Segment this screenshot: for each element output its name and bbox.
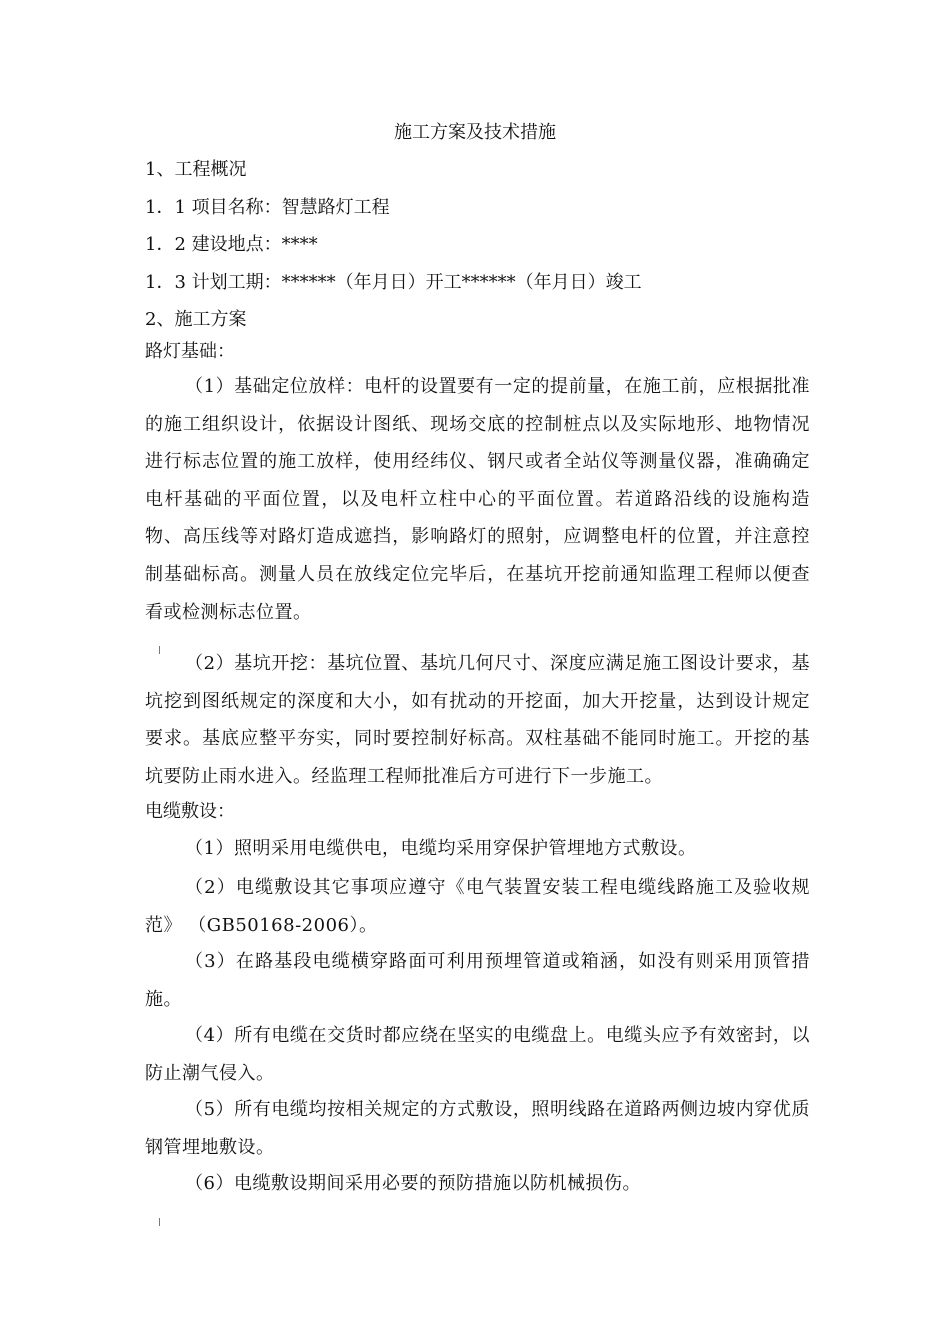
- cable-paragraph-5: （5）所有电缆均按相关规定的方式敷设，照明线路在道路两侧边坡内穿优质钢管埋地敷设。: [145, 1099, 810, 1158]
- editor-mark: [159, 1218, 160, 1226]
- cable-paragraph-1: （1）照明采用电缆供电，电缆均采用穿保护管埋地方式敷设。: [185, 838, 697, 859]
- subheading-cable-laying: 电缆敷设：: [145, 801, 235, 822]
- construction-site-line: 1．2 建设地点：****: [145, 234, 318, 255]
- subheading-lamp-foundation: 路灯基础：: [145, 341, 235, 362]
- section-heading-project-overview: 1、工程概况: [145, 159, 247, 180]
- project-name-line: 1．1 项目名称：智慧路灯工程: [145, 197, 390, 218]
- document-title: 施工方案及技术措施: [394, 122, 556, 143]
- section-heading-construction-plan: 2、施工方案: [145, 309, 247, 330]
- cable-paragraph-2: （2）电缆敷设其它事项应遵守《电气装置安装工程电缆线路施工及验收规范》 （GB50168-2006）。: [145, 877, 810, 936]
- cable-paragraph-6: （6）电缆敷设期间采用必要的预防措施以防机械损伤。: [185, 1173, 641, 1194]
- cable-paragraph-4: （4）所有电缆在交货时都应绕在坚实的电缆盘上。电缆头应予有效密封，以防止潮气侵入。: [145, 1025, 810, 1084]
- cable-paragraph-3: （3）在路基段电缆横穿路面可利用预埋管道或箱涵，如没有则采用顶管措施。: [145, 951, 810, 1010]
- schedule-line: 1．3 计划工期：******（年月日）开工******（年月日）竣工: [145, 272, 642, 293]
- foundation-paragraph-1: （1）基础定位放样：电杆的设置要有一定的提前量，在施工前，应根据批准的施工组织设计，依据设计图纸、现场交底的控制桩点以及实际地形、地物情况进行标志位置的施工放样，使用经纬仪、钢尺或者全站仪等测量仪器，准确确定电杆基础的平面位置，以及电杆立柱中心的平面位置。若道路沿线的设施构造物、高压线等对路灯造成遮挡，影响路灯的照射，应调整电杆的位置，并注意控制基础标高。测量人员在放线定位完毕后，在基坑开挖前通知监理工程师以便查看或检测标志位置。: [145, 376, 810, 623]
- foundation-paragraph-2: （2）基坑开挖：基坑位置、基坑几何尺寸、深度应满足施工图设计要求，基坑挖到图纸规定的深度和大小，如有扰动的开挖面，加大开挖量，达到设计规定要求。基底应整平夯实，同时要控制好标高。双柱基础不能同时施工。开挖的基坑要防止雨水进入。经监理工程师批准后方可进行下一步施工。: [145, 653, 810, 787]
